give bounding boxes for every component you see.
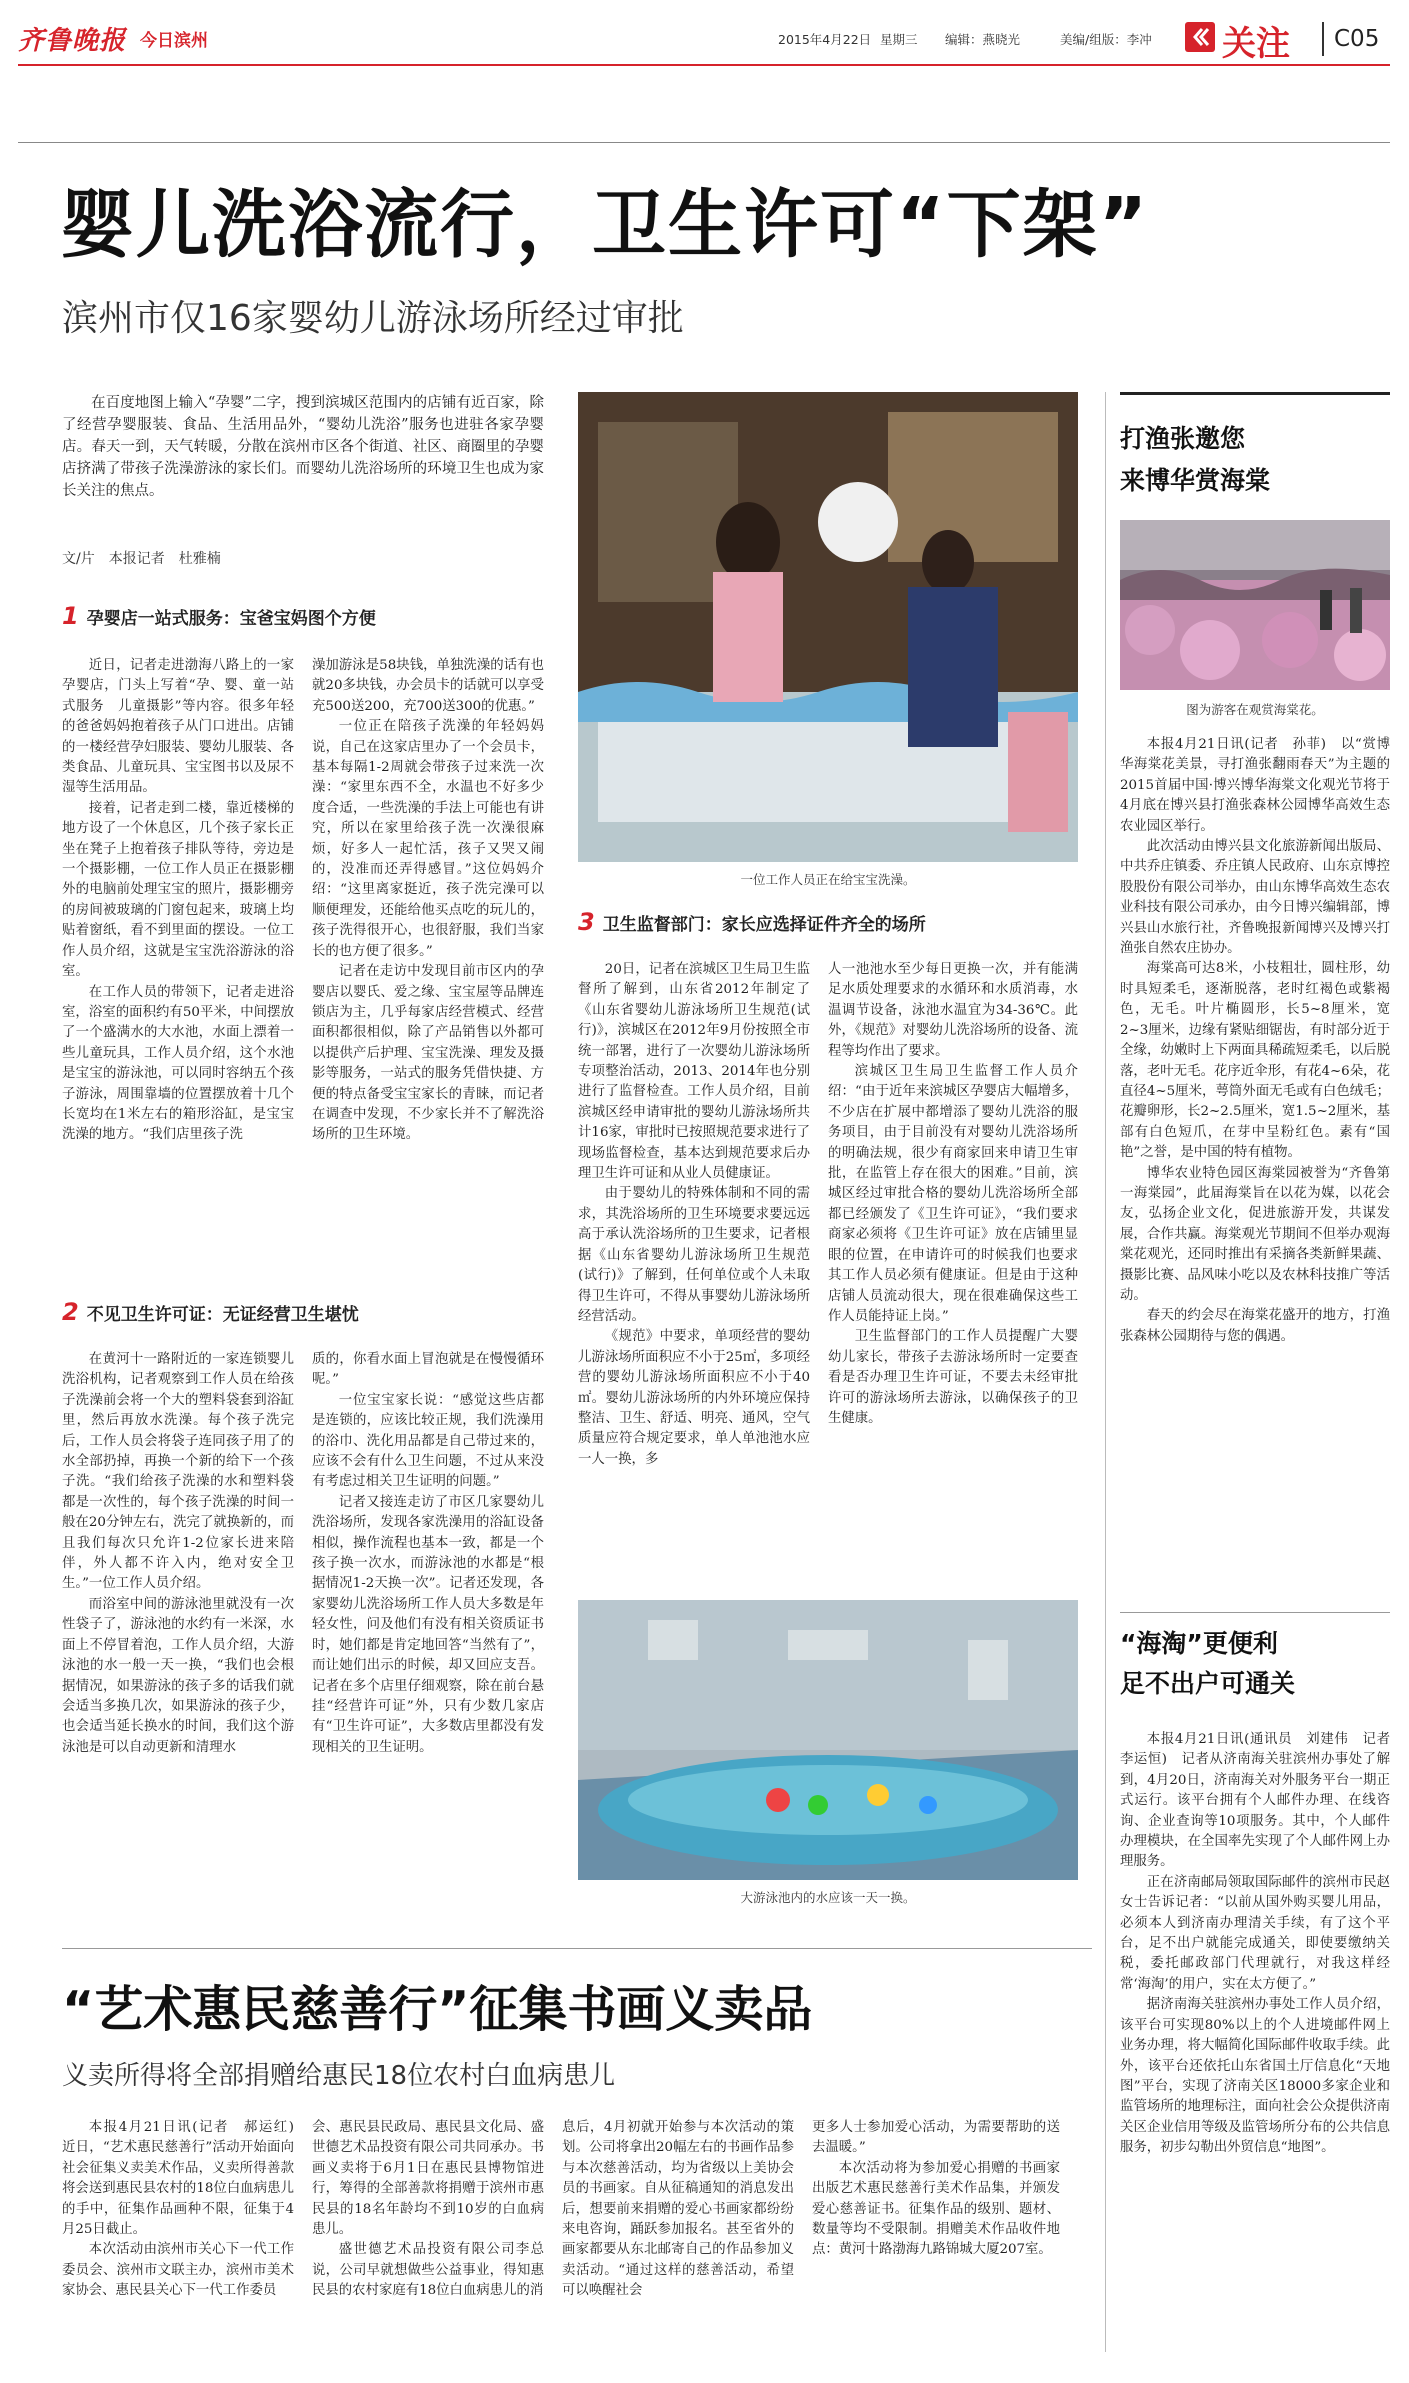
section-2-title: 不见卫生许可证：无证经营卫生堪忧 xyxy=(86,1305,359,1325)
section-3-col-2 xyxy=(828,960,1078,1429)
paragraph: 接着，记者走到二楼，靠近楼梯的地方设了一个休息区，几个孩子家长正坐在凳子上抱着孩子排队等待，旁边是一个摄影棚，一位工作人员正在摄影棚外的电脑前处理宝宝的照片，摄影棚旁的房间被玻璃的门窗包起来，玻璃上均贴着窗纸，看不到里面的摆设。一位工作人员介绍，这就是宝宝洗浴游泳的浴室。 xyxy=(62,800,294,980)
section-2-number: 2 xyxy=(62,1298,79,1326)
editor-credit: 编辑：燕晓光 xyxy=(945,32,1021,47)
paragraph: 一位正在陪孩子洗澡的年轻妈妈说，自己在这家店里办了一个会员卡，基本每隔1-2周就会带孩子过来洗一次澡：“家里东西不全，水温也不好多少度合适，一些洗澡的手法上可能也有讲究，所以在家里给孩子洗一次澡很麻烦，好多人一起忙活，孩子又哭又闹的，没准而还弄得感冒。”这位妈妈介绍：“这里离家挺近，孩子洗完澡可以顺便理发，还能给他买点吃的玩儿的，孩子洗得很开心，也很舒服，我们当家长的也方便了很多。” xyxy=(312,719,544,959)
side-1-photo-caption: 图为游客在观赏海棠花。 xyxy=(1186,702,1324,717)
masthead-rule xyxy=(18,64,1390,66)
section-2-col-1 xyxy=(62,1350,294,1758)
paragraph: 会、惠民县民政局、惠民县文化局、盛世德艺术品投资有限公司共同承办。书画义卖将于6月1日在惠民县博物馆进行，筹得的全部善款将捐赠于滨州市惠民县的18名年龄均不到10岁的白血病患儿。 xyxy=(312,2120,544,2238)
section-1-col-1 xyxy=(62,656,294,1146)
paragraph: 正在济南邮局领取国际邮件的滨州市民赵女士告诉记者：“以前从国外购买婴儿用品，必须本人到济南办理清关手续，有了这个平台，足不出户就能完成通关，即使要缴纳关税，委托邮政部门代理就行，对我这样经常‘海淘’的用户，实在太方便了。” xyxy=(1120,1874,1390,1992)
paragraph: 海棠高可达8米，小枝粗壮，圆柱形，幼时具短柔毛，逐渐脱落，老时红褐色或紫褐色，无毛。叶片椭圆形，长5~8厘米，宽2~3厘米，边缘有紧贴细锯齿，有时部分近于全缘，幼嫩时上下两面具稀疏短柔毛，以后脱落，老叶无毛。花序近伞形，有花4~6朵，花直径4~5厘米，萼筒外面无毛或有白色绒毛；花瓣卵形，长2~2.5厘米，宽1.5~2厘米，基部有白色短爪，在芽中呈粉红色。素有“国艳”之誉，是中国的特有植物。 xyxy=(1120,961,1390,1161)
paragraph: 滨城区卫生局卫生监督工作人员介绍：“由于近年来滨城区孕婴店大幅增多，不少店在扩展中都增添了婴幼儿洗浴的服务项目，由于目前没有对婴幼儿洗浴场所的明确法规，很少有商家回来申请卫生审批，在监管上存在很大的困难。”目前，滨城区经过审批合格的婴幼儿洗浴场所全部都已经颁发了《卫生许可证》，“我们要求商家必须将《卫生许可证》放在店铺里显眼的位置，在申请许可的时候我们也要求其工作人员必须有健康证。但是由于这种店铺人员流动很大，现在很难确保这些工作人员能持证上岗。” xyxy=(828,1064,1078,1324)
paragraph: 息后，4月初就开始参与本次活动的策划。公司将拿出20幅左右的书画作品参与本次慈善活动，均为省级以上美协会员的书画家。自从征稿通知的消息发出后，想要前来捐赠的爱心书画家都纷纷来电咨询，踊跃参加报名。甚至省外的画家都要从东北邮寄自己的作品参加义卖活动。“通过这样的慈善活动，希望可以唤醒社会 xyxy=(562,2120,794,2299)
section-1-title: 孕婴店一站式服务：宝爸宝妈图个方便 xyxy=(86,609,376,629)
paragraph: 更多人士参加爱心活动，为需要帮助的送去温暖。” xyxy=(812,2120,1060,2156)
paragraph: 《规范》中要求，单项经营的婴幼儿游泳场所面积应不小于25㎡，多项经营的婴幼儿游泳场所面积应不小于40㎡。婴幼儿游泳场所的内外环境应保持整洁、卫生、舒适、明亮、通风，空气质量应符合规定要求，单人单池池水应一人一换，多 xyxy=(578,1329,810,1467)
section-1-heading xyxy=(62,602,376,630)
section-1-col-2 xyxy=(312,656,544,1146)
designer-credit: 美编/组版：李冲 xyxy=(1060,32,1152,47)
photo-swimming-pool xyxy=(578,1600,1078,1880)
issue-date: 2015年4月22日 xyxy=(778,32,872,47)
side-1-body xyxy=(1120,735,1390,1347)
section-3-number: 3 xyxy=(578,908,595,936)
main-headline: 婴儿洗浴流行，卫生许可“下架” xyxy=(60,182,1150,268)
newspaper-logo: 齐鲁晚报 xyxy=(18,26,127,56)
section-rule xyxy=(18,142,1390,143)
paragraph: 此次活动由博兴县文化旅游新闻出版局、中共乔庄镇委、乔庄镇人民政府、山东京博控股股份有限公司举办，由山东博华高效生态农业科技有限公司承办，由今日博兴编辑部，博兴县山水旅行社，齐鲁晚报新闻博兴及博兴打渔张自然农庄协办。 xyxy=(1120,839,1390,957)
paragraph: 在黄河十一路附近的一家连锁婴儿洗浴机构，记者观察到工作人员在给孩子洗澡前会将一个大的塑料袋套到浴缸里，然后再放水洗澡。每个孩子洗完后，工作人员会将袋子连同孩子用了的水全部扔掉，再换一个新的给下一个孩子洗。“我们给孩子洗澡的水和塑料袋都是一次性的，每个孩子洗澡的时间一般在20分钟左右，洗完了就换新的，而且我们每次只允许1-2位家长进来陪伴，外人都不许入内，绝对安全卫生。”一位工作人员介绍。 xyxy=(62,1352,294,1592)
art-col-1 xyxy=(62,2118,308,2302)
paragraph: 记者在走访中发现目前市区内的孕婴店以婴氏、爱之缘、宝宝屋等品牌连锁店为主，几乎每家店经营模式、经营面积都很相似，除了产品销售以外都可以提供产后护理、宝宝洗澡、理发及摄影等服务，一站式的服务凭借快捷、方便的特点备受宝宝家长的青睐，而记者在调查中发现，不少家长并不了解洗浴场所的卫生环境。 xyxy=(312,964,544,1143)
chevron-left-icon xyxy=(1185,22,1215,52)
paragraph: 春天的约会尽在海棠花盛开的地方，打渔张森林公园期待与您的偶遇。 xyxy=(1120,1308,1390,1344)
photo-1-caption: 一位工作人员正在给宝宝洗澡。 xyxy=(740,872,916,887)
section-2-col-2 xyxy=(312,1350,544,1758)
side-2-headline-2: 足不出户可通关 xyxy=(1120,1669,1296,1698)
lead-paragraph: 在百度地图上输入“孕婴”二字，搜到滨城区范围内的店铺有近百家，除了经营孕婴服装、食品、生活用品外，“婴幼儿洗浴”服务也进驻各家孕婴店。春天一到，天气转暖，分散在滨州市区各个街道、社区、商圈里的孕婴店挤满了带孩子洗澡游泳的家长们。而婴幼儿洗浴场所的环境卫生也成为家长关注的焦点。 xyxy=(62,395,544,499)
paragraph: 卫生监督部门的工作人员提醒广大婴幼儿家长，带孩子去游泳场所时一定要查看是否办理卫生许可证，不要去未经审批许可的游泳场所去游泳，以确保孩子的卫生健康。 xyxy=(828,1329,1078,1426)
paragraph: 本次活动将为参加爱心捐赠的书画家出版艺术惠民慈善行美术作品集，并颁发爱心慈善证书。征集作品的级别、题材、数量等均不受限制。捐赠美术作品收件地点：黄河十路渤海九路锦城大厦207室。 xyxy=(812,2160,1060,2258)
paragraph: 澡加游泳是58块钱，单独洗澡的话有也就20多块钱，办会员卡的话就可以享受充500送200，充700送300的优惠。” xyxy=(312,658,544,714)
photo-baby-bath xyxy=(578,392,1078,862)
side-1-headline-2: 来博华赏海棠 xyxy=(1120,466,1271,495)
section-3-title: 卫生监督部门：家长应选择证件齐全的场所 xyxy=(602,915,926,935)
section-2-heading xyxy=(62,1298,359,1326)
paragraph: 盛世德艺术品投资有限公司李总说，公司早就想做些公益事业，得知惠民县的农村家庭有18位白血病患儿的消 xyxy=(312,2242,544,2299)
page-number: C05 xyxy=(1334,26,1380,52)
divider xyxy=(1322,22,1324,56)
section-1-number: 1 xyxy=(62,602,79,630)
byline: 文/片 本报记者 杜雅楠 xyxy=(62,551,221,567)
paragraph: 本报4月21日讯(通讯员 刘建伟 记者 李运恒) 记者从济南海关驻滨州办事处了解到，4月20日，济南海关对外服务平台一期正式运行。该平台拥有个人邮件办理、在线咨询、企业查询等10项服务。其中，个人邮件办理模块，在全国率先实现了个人邮件网上办理服务。 xyxy=(1120,1732,1404,1870)
art-col-2 xyxy=(312,2118,544,2302)
paragraph: 本次活动由滨州市关心下一代工作委员会、滨州市文联主办，滨州市美术家协会、惠民县关心下一代工作委员 xyxy=(62,2242,294,2299)
section-3-heading xyxy=(578,908,926,936)
paragraph: 由于婴幼儿的特殊体制和不同的需求，其洗浴场所的卫生环境要求要远远高于承认洗浴场所的卫生要求，记者根据《山东省婴幼儿游泳场所卫生规范(试行)》了解到，任何单位或个人未取得卫生许可，不得从事婴幼儿游泳场所经营活动。 xyxy=(578,1186,810,1324)
photo-crabapple-garden xyxy=(1120,520,1390,690)
paragraph: 近日，记者走进渤海八路上的一家孕婴店，门头上写着“孕、婴、童一站式服务 儿童摄影”等内容。很多年轻的爸爸妈妈抱着孩子从门口进出。店铺的一楼经营孕妇服装、婴幼儿服装、各类食品、儿童玩具、宝宝图书以及尿不湿等生活用品。 xyxy=(62,658,294,796)
photo-2-caption: 大游泳池内的水应该一天一换。 xyxy=(740,1890,916,1905)
art-col-4 xyxy=(812,2118,1060,2261)
side-2-rule xyxy=(1120,1612,1390,1613)
paragraph: 20日，记者在滨城区卫生局卫生监督所了解到，山东省2012年制定了《山东省婴幼儿游泳场所卫生规范(试行)》，滨城区在2012年9月份按照全市统一部署，进行了一次婴幼儿游泳场所专项整治活动，2013、2014年也分别进行了监督检查。工作人员介绍，目前滨城区经申请审批的婴幼儿游泳场所共计16家，审批时已按照规范要求进行了现场监督检查，基本达到规范要求后办理卫生许可证和从业人员健康证。 xyxy=(578,962,810,1182)
art-col-3 xyxy=(562,2118,794,2302)
sidebar-top-rule xyxy=(1120,392,1390,395)
side-2-body xyxy=(1120,1730,1404,2159)
paragraph: 而浴室中间的游泳池里就没有一次性袋子了，游泳池的水约有一米深，水面上不停冒着泡，工作人员介绍，大游泳池的水一般一天一换，“我们也会根据情况，如果游泳的孩子多的话我们就会适当多换几次，如果游泳的孩子少，也会适当延长换水的时间，我们这个游泳池是可以自动更新和清理水 xyxy=(62,1596,294,1755)
paragraph: 一位宝宝家长说：“感觉这些店都是连锁的，应该比较正规，我们洗澡用的浴巾、洗化用品都是自己带过来的，应该不会有什么卫生问题，不过从来没有考虑过相关卫生证明的问题。” xyxy=(312,1392,544,1490)
side-1-headline-1: 打渔张邀您 xyxy=(1120,424,1246,453)
main-subheadline: 滨州市仅16家婴幼儿游泳场所经过审批 xyxy=(62,298,684,339)
paragraph: 在工作人员的带领下，记者走进浴室，浴室的面积约有50平米，中间摆放了一个盛满水的大水池，水面上漂着一些儿童玩具，工作人员介绍，这个水池是宝宝的游泳池，可以同时容纳五个孩子游泳，周围靠墙的位置摆放着十几个长宽均在1米左右的箱形浴缸，是宝宝洗澡的地方。“我们店里孩子洗 xyxy=(62,984,294,1143)
paragraph: 据济南海关驻滨州办事处工作人员介绍，该平台可实现80%以上的个人进境邮件网上业务办理，将大幅简化国际邮件收取手续。此外，该平台还依托山东省国土厅信息化“天地图”平台，实现了济南关区18000多家企业和监管场所的地理标注，面向社会公众提供济南关区企业信用等级及监管场所分布的公共信息服务，初步勾勒出外贸信息“地图”。 xyxy=(1120,1997,1390,2156)
paragraph: 本报4月21日讯(记者 孙菲) 以“赏博华海棠花美景，寻打渔张翻雨春天”为主题的2015首届中国·博兴博华海棠文化观光节将于4月底在博兴县打渔张森林公园博华高效生态农业园区举行。 xyxy=(1120,737,1390,834)
paragraph: 记者又接连走访了市区几家婴幼儿洗浴场所，发现各家洗澡用的浴缸设备相似，操作流程也基本一致，都是一个孩子换一次水，而游泳池的水都是“根据情况1-2天换一次”。记者还发现，各家婴幼儿洗浴场所工作人员大多数是年轻女性，问及他们有没有相关资质证书时，她们都是肯定地回答“当然有了”，而让她们出示的时候，却又回应支吾。记者在多个店里仔细观察，除在前台悬挂“经营许可证”外，只有少数几家店有“卫生许可证”，大多数店里都没有发现相关的卫生证明。 xyxy=(312,1494,544,1755)
paragraph: 人一池池水至少每日更换一次，并有能满足水质处理要求的水循环和水质消毒，水温调节设备，泳池水温宜为34-36℃。此外，《规范》对婴幼儿洗浴场所的设备、流程等均作出了要求。 xyxy=(828,962,1078,1059)
section-name: 今日滨州 xyxy=(140,31,208,51)
sidebar-rule xyxy=(1105,392,1106,2352)
paragraph: 本报4月21日讯(记者 郝运红) 近日，“艺术惠民慈善行”活动开始面向社会征集义卖美术作品，义卖所得善款将会送到惠民县农村的18位白血病患儿的手中，征集作品画种不限，征集于4月25日截止。 xyxy=(62,2120,308,2238)
paragraph: 质的，你看水面上冒泡就是在慢慢循环呢。” xyxy=(312,1352,544,1388)
art-headline: “艺术惠民慈善行”征集书画义卖品 xyxy=(62,1981,813,2038)
section-3-col-1 xyxy=(578,960,810,1470)
paragraph: 博华农业特色园区海棠园被誉为“齐鲁第一海棠园”，此届海棠旨在以花为媒，以花会友，弘扬企业文化，促进旅游开发，共谋发展，合作共赢。海棠观光节期间不但举办观海棠花观光，还同时推出有采摘各类新鲜果蔬、摄影比赛、品风味小吃以及农林科技推广等活动。 xyxy=(1120,1165,1390,1303)
column-name: 关注 xyxy=(1222,24,1290,64)
issue-weekday: 星期三 xyxy=(880,32,918,47)
side-2-headline-1: “海淘”更便利 xyxy=(1120,1629,1278,1658)
art-article-rule xyxy=(62,1948,1092,1949)
art-subheadline: 义卖所得将全部捐赠给惠民18位农村白血病患儿 xyxy=(62,2061,616,2091)
